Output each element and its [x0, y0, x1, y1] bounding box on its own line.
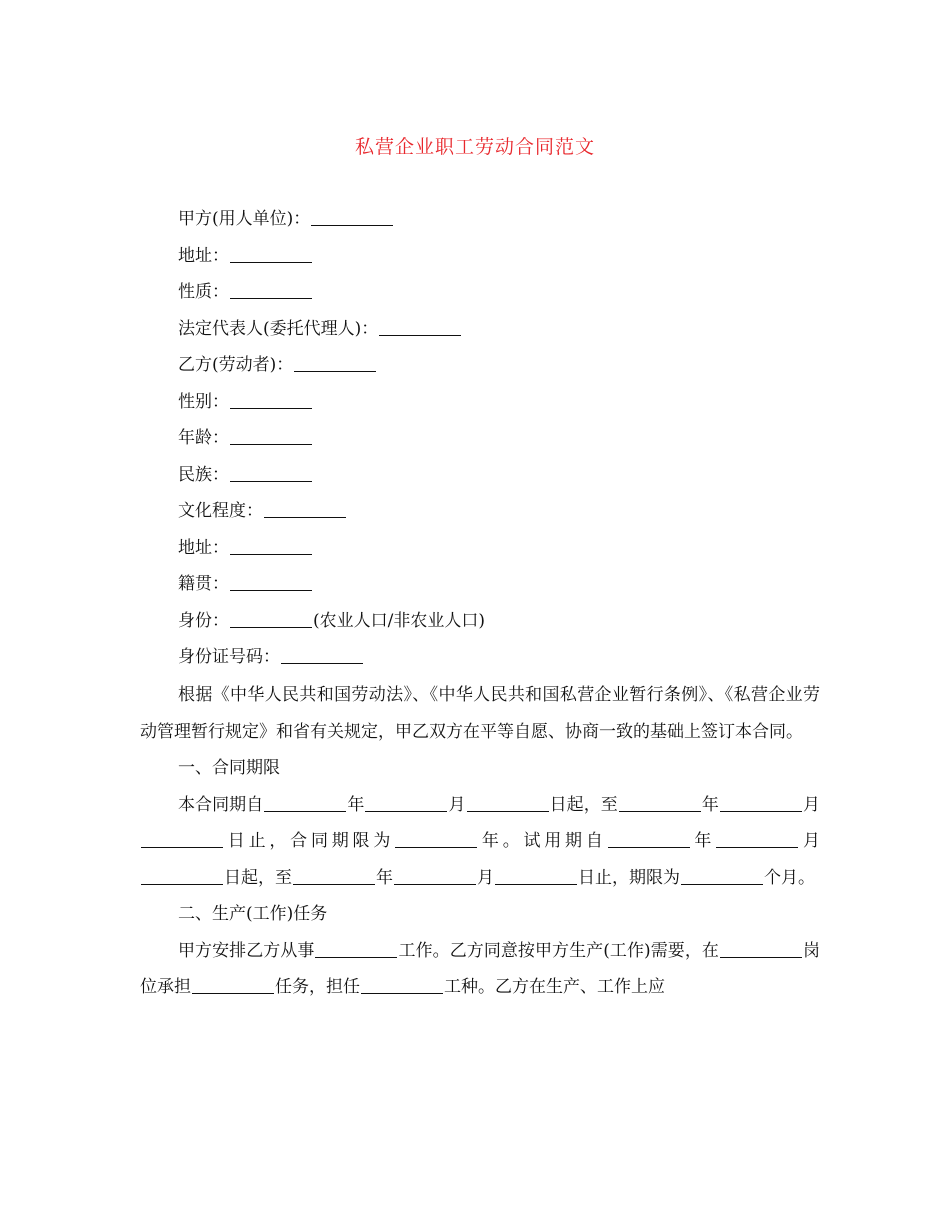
- blank-line: [293, 868, 375, 885]
- field-row: [178, 642, 818, 679]
- blank-line: [495, 868, 577, 885]
- field-label: 民族：: [178, 464, 229, 485]
- blank-line: [230, 574, 312, 591]
- field-label: 性别：: [178, 391, 229, 412]
- blank-line: [230, 428, 312, 445]
- field-label: 身份证号码：: [178, 647, 280, 667]
- text-segment: 个月。: [764, 867, 815, 888]
- field-row: [178, 533, 818, 570]
- field-row: [178, 496, 818, 533]
- text-segment: 甲方安排乙方从事: [178, 940, 315, 961]
- field-row: [178, 387, 818, 424]
- field-row: [178, 606, 818, 643]
- field-row: [178, 423, 818, 460]
- blank-line: [264, 501, 346, 518]
- text-segment: 月: [477, 867, 494, 888]
- text-segment: 日止，期限为: [578, 867, 680, 888]
- text-segment: 工种。乙方在生产、工作上应: [444, 977, 665, 997]
- text-segment: 月: [799, 831, 821, 851]
- field-row: [178, 569, 818, 606]
- text-segment: 年: [690, 831, 716, 851]
- text-segment: 日起，至: [224, 867, 292, 888]
- field-row: [178, 241, 818, 278]
- blank-line: [230, 392, 312, 409]
- blank-line: [608, 831, 690, 848]
- blank-line: [141, 868, 223, 885]
- blank-line: [365, 795, 447, 812]
- blank-line: [394, 868, 476, 885]
- blank-line: [281, 647, 363, 664]
- field-label: 地址：: [178, 537, 229, 558]
- section-heading-task: 二、生产(工作)任务: [178, 904, 328, 924]
- text-segment: 月: [802, 794, 821, 815]
- blank-line: [720, 941, 802, 958]
- section-heading-term: 一、合同期限: [178, 758, 280, 778]
- blank-line: [230, 246, 312, 263]
- blank-line: [720, 795, 802, 812]
- blank-line: [467, 795, 549, 812]
- blank-line: [681, 868, 763, 885]
- blank-line: [361, 977, 443, 994]
- field-label: 籍贯：: [178, 574, 229, 594]
- blank-line: [192, 977, 274, 994]
- field-label: 文化程度：: [178, 501, 263, 521]
- text-segment: 本合同期自: [178, 794, 264, 815]
- intro-paragraph: 根据《中华人民共和国劳动法》、《中华人民共和国私营企业暂行条例》、《私营企业劳动管理暂行规定》和省有关规定，甲乙双方在平等自愿、协商一致的基础上签订本合同。: [140, 685, 820, 742]
- party-info-fields: [178, 204, 818, 679]
- blank-line: [230, 611, 312, 628]
- blank-line: [379, 319, 461, 336]
- field-note: (农业人口/非农业人口): [313, 610, 485, 631]
- blank-line: [619, 795, 701, 812]
- field-label: 性质：: [178, 282, 229, 302]
- blank-line: [230, 538, 312, 555]
- section-task-paragraph: [140, 933, 820, 1006]
- text-segment: 年: [347, 794, 365, 815]
- blank-line: [395, 831, 477, 848]
- text-segment: 岗位承担: [140, 940, 821, 997]
- blank-line: [141, 831, 223, 848]
- blank-line: [311, 209, 393, 226]
- blank-line: [716, 831, 798, 848]
- blank-line: [230, 465, 312, 482]
- text-segment: 工作。乙方同意按甲方生产(工作)需要，在: [398, 940, 719, 961]
- blank-line: [315, 941, 397, 958]
- text-segment: 年。试用期自: [478, 831, 607, 851]
- field-row: [178, 460, 818, 497]
- field-label: 甲方(用人单位)：: [178, 209, 311, 229]
- field-label: 乙方(劳动者)：: [178, 355, 294, 375]
- field-row: [178, 204, 818, 241]
- contract-body: [140, 677, 820, 1006]
- field-row: [178, 314, 818, 351]
- text-segment: 任务，担任: [275, 977, 360, 997]
- text-segment: 日止，合同期限为: [224, 831, 395, 851]
- document-title: 私营企业职工劳动合同范文: [354, 136, 595, 158]
- blank-line: [294, 355, 376, 372]
- field-row: [178, 277, 818, 314]
- text-segment: 年: [701, 794, 719, 815]
- field-label: 法定代表人(委托代理人)：: [178, 318, 379, 339]
- text-segment: 年: [376, 867, 393, 888]
- section-term-paragraph: [140, 787, 820, 897]
- text-segment: 日起，至: [549, 794, 618, 815]
- field-row: [178, 350, 818, 387]
- field-label: 年龄：: [178, 428, 229, 448]
- field-label: 身份：: [178, 610, 229, 631]
- blank-line: [264, 795, 346, 812]
- field-label: 地址：: [178, 245, 229, 266]
- blank-line: [230, 282, 312, 299]
- text-segment: 月: [448, 794, 466, 815]
